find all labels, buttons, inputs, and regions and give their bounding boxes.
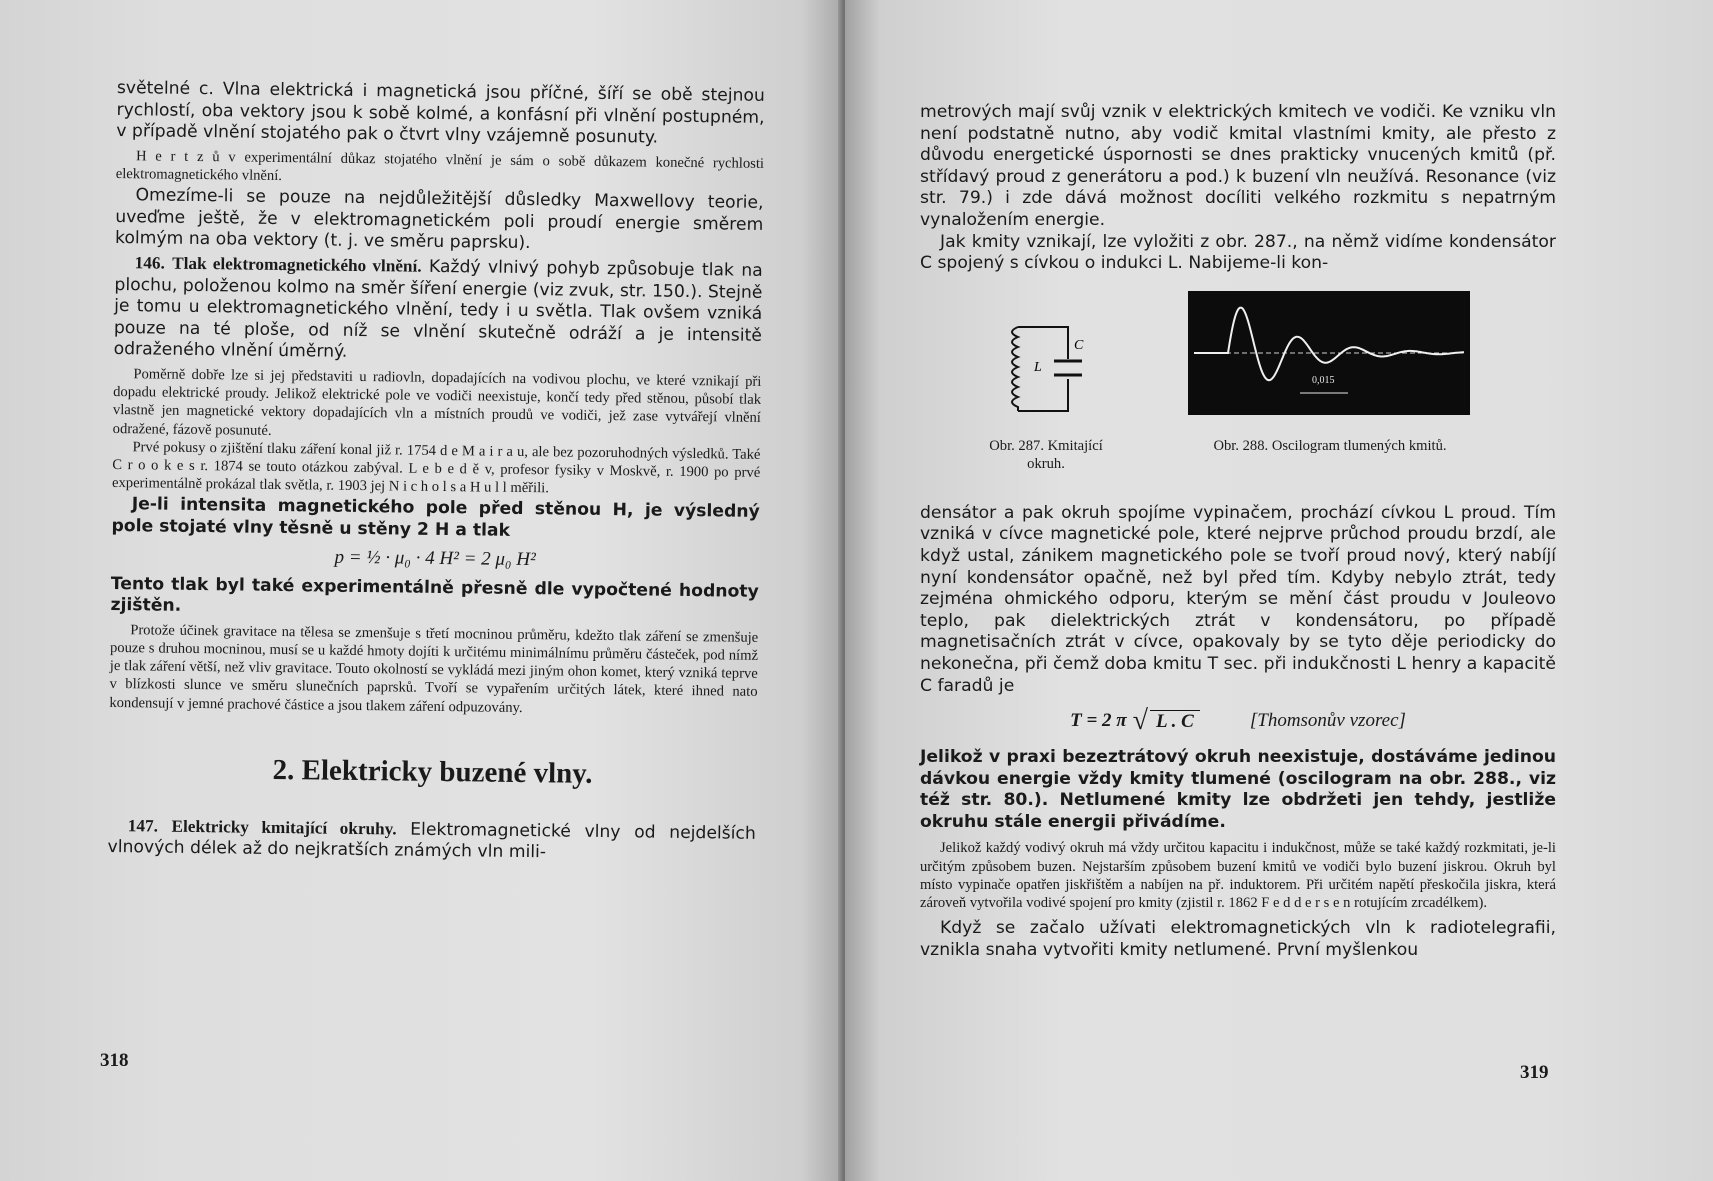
- small-paragraph: Protože účinek gravitace na tělesa se zmenšuje s třetí mocninou průměru, kdežto tlak záření se zmenšuje pouze s druhou mocninou, musí se u každé hmoty dojíti k určitému minimálnímu průměru částeček, pod nímž je tlak záření větší, než vliv gravitace. Touto okolností se vykládá mezi jiným ohon komet, který vzniká teprve v blízkosti slunce ve směru slunečních paprsků. Tvoří se vypařením určitých látek, které ihned nato kondensují v jemné prachové částice a jsou tlakem záření odpuzovány.: [109, 621, 759, 716]
- paragraph: Omezíme-li se pouze na nejdůležitější důsledky Maxwellovy teorie, uveďme ještě, že v elektromagnetickém poli proudí energie směrem kolmým na oba vektory (t. j. ve směru paprsku).: [114, 185, 764, 254]
- figure-287-caption: Obr. 287. Kmitající okruh.: [989, 437, 1103, 472]
- section-text: Každý vlnivý pohyb způsobuje tlak na plochu, položenou kolmo na směr šíření energie (viz zvuk, str. 150.). Stejně je tomu u elektromagnetického vlnění, tedy i u světla. Tlak ovšem vzniká pouze na té ploše, od níž se vlnění skutečně odráží a je intensitě odraženého vlnění úměrný.: [113, 256, 763, 363]
- paragraph: Jelikož v praxi bezeztrátový okruh neexistuje, dostáváme jedinou dávkou energie vždy kmity tlumené (oscilogram na obr. 288., viz též str. 80.). Netlumené kmity lze obdržeti jen tehdy, jestliže okruhu stále energii přivádíme.: [920, 747, 1556, 832]
- capacitor-label: C: [1074, 337, 1084, 353]
- section-title: Elektricky kmitající okruhy.: [171, 816, 397, 839]
- paragraph: metrových mají svůj vznik v elektrických kmitech ve vodiči. Ke vzniku vln není podstatně nutno, aby vodič kmital vlastními kmity, ale přesto z důvodu energetické úspornosti se dnes prakticky vnucených kmitů (př. střídavý proud z generátoru a pod.) k buzení vln neužívá. Resonance (viz str. 79.) i zde dává možnost docíliti velkého rozkmitu s nepatrným vynaložením energie.: [920, 102, 1556, 230]
- sqrt-sign: √: [1132, 705, 1149, 737]
- formula-name: [Thomsonův vzorec]: [1249, 710, 1406, 732]
- section-title: Tlak elektromagnetického vlnění.: [172, 253, 422, 276]
- paragraph: Je-li intensita magnetického pole před stěnou H, je výsledný pole stojaté vlny těsně u stěny 2 H a tlak: [111, 494, 760, 541]
- paragraph: Tento tlak byl také experimentálně přesně dle vypočtené hodnoty zjištěn.: [110, 573, 759, 616]
- figure-288-caption: Obr. 288. Oscilogram tlumených kmitů.: [1213, 437, 1447, 454]
- paragraph-147: [107, 815, 755, 867]
- small-paragraph: H e r t z ů v experimentální důkaz stojatého vlnění je sám o sobě důkazem konečné rychlosti elektromagnetického vlnění.: [115, 148, 765, 185]
- page-number: 319: [1520, 1062, 1549, 1083]
- paragraph: světelné c. Vlna elektrická i magnetická jsou příčné, šíří se obě stejnou rychlostí, oba vektory jsou k sobě kolmé, a konfásní při vlnění postupném, v případě vlnění stojatého pak o čtvrt vlny vzájemně posunuty.: [116, 78, 765, 148]
- thomson-formula: [920, 705, 1556, 737]
- left-page-text: [107, 78, 764, 867]
- radiation-pressure-formula: p = ½ · μ₀ · 4 H² = 2 μ₀ H²: [334, 546, 536, 570]
- small-paragraph: Prvé pokusy o zjištění tlaku záření konal již r. 1754 d e M a i r a u, ale bez pozoruhodných výsledků. Také C r o o k e s r. 1874 se touto otázkou zabýval. L e b e d ě v, profesor fysiky v Moskvě, r. 1900 po prvé experimentálně prokázal tlak světla, r. 1903 jej N i c h o l s a H u l l měřili.: [111, 438, 761, 497]
- section-number: 146.: [134, 253, 165, 273]
- left-page: [0, 0, 843, 1181]
- page-number: 318: [100, 1050, 129, 1071]
- paragraph: densátor a pak okruh spojíme vypinačem, prochází cívkou L proud. Tím vzniká v cívce magnetické pole, které nejprve průchod proudu brzdí, ale když ustal, zánikem magnetického pole se tvoří proud nový, který nabíjí nyní kondensátor opačně, než byl před tím. Kdyby nebylo ztrát, tedy zejména ohmického odporu, kterým se mění část proudu v Jouleovo teplo, pak dielektrických ztrát v kondensátoru, po případě magnetisačních ztrát v cívce, opakovaly by se tyto děje periodicky do nekonečna, při čemž doba kmitu T sec. při indukčnosti L henry a kapacitě C faradů je: [920, 502, 1556, 696]
- small-paragraph: Jelikož každý vodivý okruh má vždy určitou kapacitu i indukčnost, může se také každý rozkmitati, je-li určitým způsobem buzen. Nejstarším způsobem buzení kmitů ve vodiči bylo buzení jiskrou. Okruh byl místo vypinače opatřen jiskřištěm a nabíjen na př. induktorem. Při určitém napětí přeskočila jiskra, která zároveň vytvořila vodivé spojení pro kmity (zjistil r. 1862 F e d d e r s e n rotujícím zrcadélkem).: [920, 840, 1556, 912]
- right-page-text: [920, 102, 1556, 961]
- paragraph: Jak kmity vznikají, lze vyložiti z obr. 287., na němž vidíme kondensátor C spojený s cívkou o indukci L. Nabijeme-li kon-: [920, 231, 1556, 274]
- formula-radicand: L . C: [1150, 710, 1200, 733]
- lc-circuit-figure: [988, 309, 1108, 429]
- oscilogram-figure: [1188, 291, 1470, 415]
- section-number: 147.: [127, 815, 159, 836]
- paragraph: Když se začalo užívati elektromagnetických vln k radiotelegrafii, vznikla snaha vytvořiti kmity netlumené. První myšlenkou: [920, 918, 1556, 960]
- right-page: [845, 0, 1713, 1181]
- figures: [920, 289, 1556, 489]
- small-paragraph: Poměrně dobře lze si jej představiti u radiovln, dopadajících na vodivou plochu, ve které vznikají při dopadu elektrické proudy. Jelikož elektrické pole ve vodiči neexistuje, končí tedy před stěnou, působí tlak vlastně jen magnetické vektory dopadajících vln a místních proudů ve vodiči, jež zase vytvářejí vlnění odražené, fázově posunuté.: [112, 366, 762, 439]
- paragraph-146: [114, 252, 763, 369]
- timescale-label: 0,015: [1312, 374, 1335, 386]
- formula-lhs: T = 2 π: [1070, 710, 1127, 732]
- oscilogram-plot: [1188, 291, 1470, 415]
- chapter-heading: 2. Elektricky buzené vlny.: [272, 753, 593, 790]
- inductor-label: L: [1034, 359, 1042, 375]
- section-text: Elektromagnetické vlny od nejdelších vlnových délek až do nejkratších známých vln mili-: [107, 819, 756, 863]
